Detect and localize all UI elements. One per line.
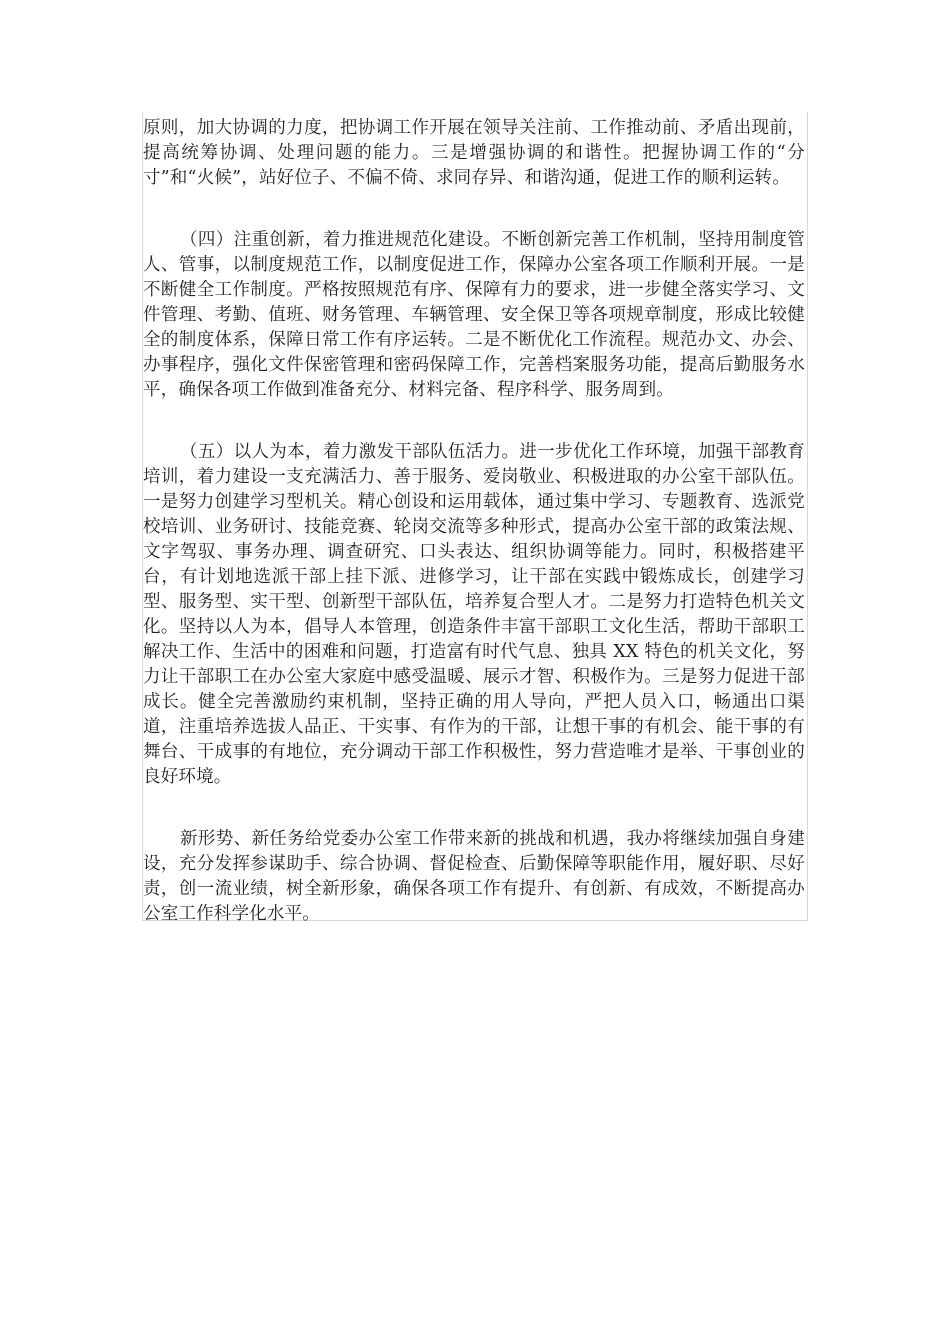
paragraph-section-four: （四）注重创新，着力推进规范化建设。不断创新完善工作机制，坚持用制度管人、管事，以制度规范工作，以制度促进工作，保障办公室各项工作顺利开展。一是不断健全工作制度。严格按照规范有序、保障有力的要求，进一步健全落实学习、文件管理、考勤、值班、财务管理、车辆管理、安全保卫等各项规章制度，形成比较健全的制度体系，保障日常工作有序运转。二是不断优化工作流程。规范办文、办会、办事程序，强化文件保密管理和密码保障工作，完善档案服务功能，提高后勤服务水平，确保各项工作做到准备充分、材料完备、程序科学、服务周到。 xyxy=(143,230,805,400)
paragraph-conclusion: 新形势、新任务给党委办公室工作带来新的挑战和机遇，我办将继续加强自身建设，充分发挥参谋助手、综合协调、督促检查、后勤保障等职能作用，履好职、尽好责，创一流业绩，树全新形象，确保各项工作有提升、有创新、有成效，不断提高办公室工作科学化水平。 xyxy=(143,829,805,924)
document-page xyxy=(142,112,808,924)
paragraph-section-five: （五）以人为本，着力激发干部队伍活力。进一步优化工作环境，加强干部教育培训，着力建设一支充满活力、善于服务、爱岗敬业、积极进取的办公室干部队伍。一是努力创建学习型机关。精心创设和运用载体，通过集中学习、专题教育、选派党校培训、业务研讨、技能竞赛、轮岗交流等多种形式，提高办公室干部的政策法规、文字驾驭、事务办理、调查研究、口头表达、组织协调等能力。同时，积极搭建平台，有计划地选派干部上挂下派、进修学习，让干部在实践中锻炼成长，创建学习型、服务型、实干型、创新型干部队伍，培养复合型人才。二是努力打造特色机关文化。坚持以人为本，倡导人本管理，创造条件丰富干部职工文化生活，帮助干部职工解决工作、生活中的困难和问题，打造富有时代气息、独具 XX 特色的机关文化，努力让干部职工在办公室大家庭中感受温暖、展示才智、积极作为。三是努力促进干部成长。健全完善激励约束机制，坚持正确的用人导向，严把人员入口，畅通出口渠道，注重培养选拔人品正、干实事、有作为的干部，让想干事的有机会、能干事的有舞台、干成事的有地位，充分调动干部工作积极性，努力营造唯才是举、干事创业的良好环境。 xyxy=(143,442,805,787)
paragraph-continuation: 原则，加大协调的力度，把协调工作开展在领导关注前、工作推动前、矛盾出现前，提高统筹协调、处理问题的能力。三是增强协调的和谐性。把握协调工作的“分寸”和“火候”，站好位子、不偏不倚、求同存异、和谐沟通，促进工作的顺利运转。 xyxy=(143,118,805,188)
